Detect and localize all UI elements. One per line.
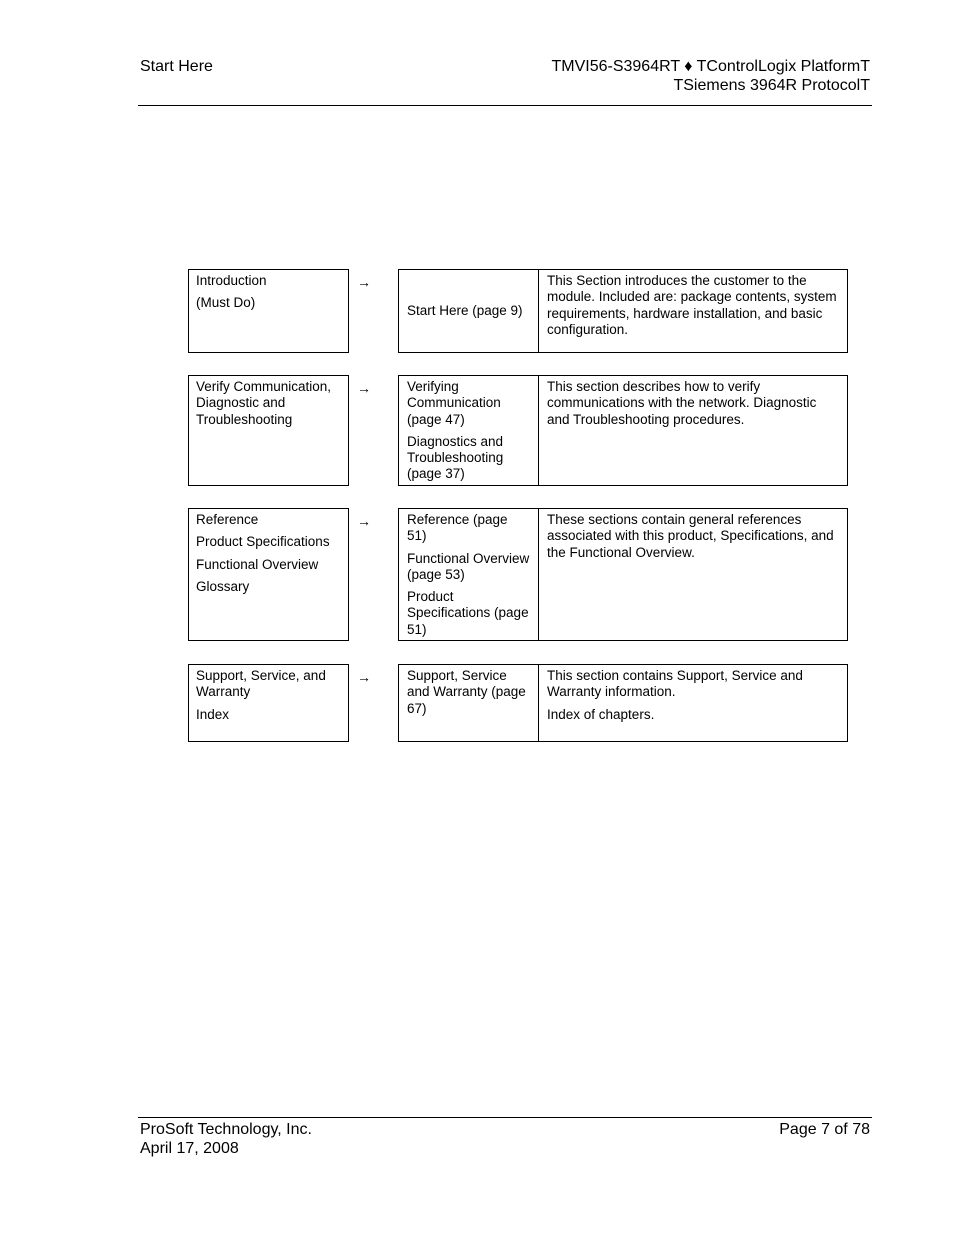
header-product-title: [551, 57, 870, 95]
guide-row-3-topic-box: [188, 508, 349, 641]
guide-row-3-topic-line: Functional Overview: [196, 556, 319, 572]
guide-row-3-section-link[interactable]: Functional Overview (page 53): [407, 550, 530, 582]
guide-row-4-section-cell: [399, 665, 539, 741]
guide-row-3-detail-box: [398, 508, 848, 641]
guide-row-1-description-cell: [539, 270, 847, 352]
guide-row-3-topic-line: Product Specifications: [196, 534, 330, 550]
guide-row-2-description: This section describes how to verify communications with the network. Diagnostic and Troubleshooting procedures.: [547, 379, 817, 427]
footer-date: April 17, 2008: [140, 1140, 239, 1157]
guide-row-1-section-cell: [399, 270, 539, 352]
guide-row-1-topic-box: [188, 269, 349, 353]
guide-row-4-topic-box: [188, 664, 349, 742]
guide-row-2-topic-line: Verify Communication, Diagnostic and Troubleshooting: [196, 379, 332, 427]
guide-row-4-description-cell: [539, 665, 847, 741]
guide-row-3-section-cell: [399, 509, 539, 640]
header-section-title: Start Here: [140, 58, 213, 75]
header-product-line1: TMVI56-S3964RT ♦ TControlLogix PlatformT: [551, 58, 870, 75]
guide-row-1-section-link[interactable]: Start Here (page 9): [407, 302, 523, 318]
header-rule: [138, 105, 872, 106]
footer-rule: [138, 1117, 872, 1118]
guide-row-2-section-cell: [399, 376, 539, 485]
guide-row-3-arrow: →: [357, 513, 371, 529]
guide-row-4-description: Index of chapters.: [547, 706, 655, 722]
footer-company: ProSoft Technology, Inc.: [140, 1121, 312, 1138]
guide-row-3-topic-line: Reference: [196, 512, 259, 527]
guide-row-4-topic-line: Support, Service, and Warranty: [196, 668, 326, 700]
guide-row-4-description: This section contains Support, Service and Warranty information.: [547, 668, 803, 700]
guide-row-2-detail-box: [398, 375, 848, 486]
guide-row-4-arrow: →: [357, 669, 371, 685]
guide-row-2-description-cell: [539, 376, 847, 485]
guide-row-1-detail-box: [398, 269, 848, 353]
footer-left: [140, 1120, 312, 1158]
guide-row-4-detail-box: [398, 664, 848, 742]
guide-row-3-topic-line: Glossary: [196, 578, 250, 594]
guide-row-4-topic-line: Index: [196, 706, 230, 722]
guide-row-1-topic-line: Introduction: [196, 273, 267, 288]
guide-row-2-arrow: →: [357, 380, 371, 396]
guide-row-2-section-link[interactable]: Verifying Communication (page 47): [407, 379, 501, 427]
guide-row-4-section-link[interactable]: Support, Service and Warranty (page 67): [407, 668, 526, 716]
footer-page-number: Page 7 of 78: [779, 1121, 870, 1138]
guide-row-1-topic-line: (Must Do): [196, 295, 256, 311]
guide-row-2-section-link[interactable]: Diagnostics and Troubleshooting (page 37): [407, 433, 504, 482]
guide-row-2-topic-box: [188, 375, 349, 486]
guide-row-3-section-link[interactable]: Reference (page 51): [407, 512, 508, 544]
guide-row-1-arrow: →: [357, 274, 371, 290]
header-product-line2: TSiemens 3964R ProtocolT: [673, 77, 870, 94]
guide-row-3-description: These sections contain general references associated with this product, Specifications, and the Functional Overview.: [547, 512, 834, 560]
guide-row-3-description-cell: [539, 509, 847, 640]
guide-row-1-description: This Section introduces the customer to the module. Included are: package contents, system requirements, hardware installation, and basic configuration.: [547, 273, 837, 337]
guide-row-3-section-link[interactable]: Product Specifications (page 51): [407, 589, 529, 637]
